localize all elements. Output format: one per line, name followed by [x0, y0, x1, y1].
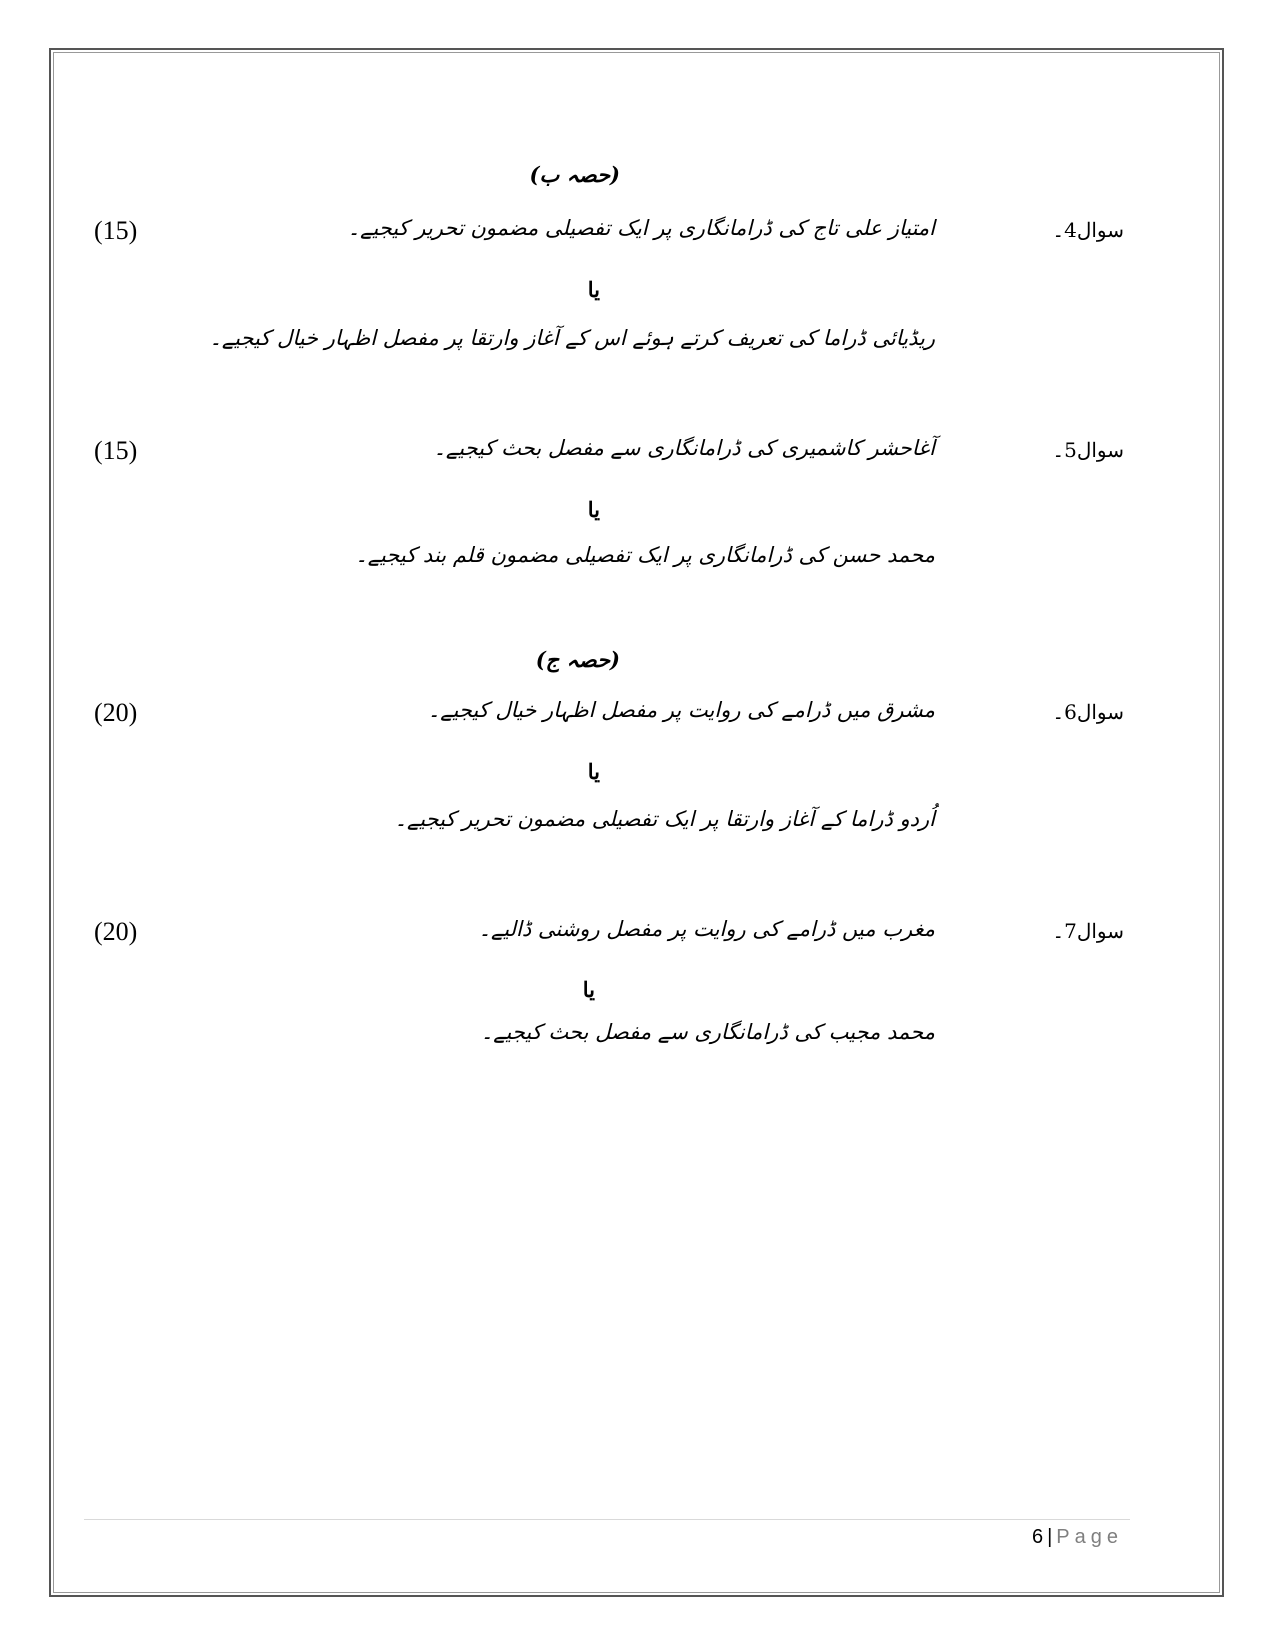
question-7-alt-text: محمد مجیب کی ڈرامانگاری سے مفصل بحث کیجیے۔	[480, 1020, 935, 1044]
question-5-number: سوال5۔	[1052, 438, 1124, 462]
question-7-number: سوال7۔	[1052, 919, 1124, 943]
question-4-alt-text: ریڈیائی ڈراما کی تعریف کرتے ہوئے اس کے آغاز وارتقا پر مفصل اظہار خیال کیجیے۔	[209, 326, 935, 350]
question-6-or: یا	[587, 759, 600, 784]
question-4-number: سوال4۔	[1052, 218, 1124, 242]
question-7-text: مغرب میں ڈرامے کی روایت پر مفصل روشنی ڈالیے۔	[478, 917, 935, 941]
page-number: 6	[1031, 1526, 1044, 1548]
question-7-marks: (20)	[94, 917, 138, 946]
question-6-marks: (20)	[94, 698, 138, 727]
section-c-heading: (حصہ ج)	[535, 647, 620, 672]
question-5-text: آغاحشر کاشمیری کی ڈرامانگاری سے مفصل بحث کیجیے۔	[433, 436, 935, 460]
question-6-number: سوال6۔	[1052, 700, 1124, 724]
footer-separator: |	[1047, 1526, 1053, 1548]
question-4-marks: (15)	[94, 216, 138, 245]
question-4-text: امتیاز علی تاج کی ڈرامانگاری پر ایک تفصیلی مضمون تحریر کیجیے۔	[347, 216, 935, 240]
footer-divider	[84, 1519, 1130, 1520]
page-label: Page	[1056, 1526, 1123, 1548]
question-7-or: یا	[582, 977, 595, 1002]
page-footer	[1032, 1526, 1123, 1549]
section-b-heading: (حصہ ب)	[529, 162, 620, 187]
question-6-text: مشرق میں ڈرامے کی روایت پر مفصل اظہار خیال کیجیے۔	[427, 698, 935, 722]
question-5-marks: (15)	[94, 436, 138, 465]
question-5-or: یا	[587, 497, 600, 522]
question-5-alt-text: محمد حسن کی ڈرامانگاری پر ایک تفصیلی مضمون قلم بند کیجیے۔	[355, 543, 935, 567]
question-4-or: یا	[587, 277, 600, 302]
question-6-alt-text: اُردو ڈراما کے آغاز وارتقا پر ایک تفصیلی مضمون تحریر کیجیے۔	[394, 807, 935, 831]
